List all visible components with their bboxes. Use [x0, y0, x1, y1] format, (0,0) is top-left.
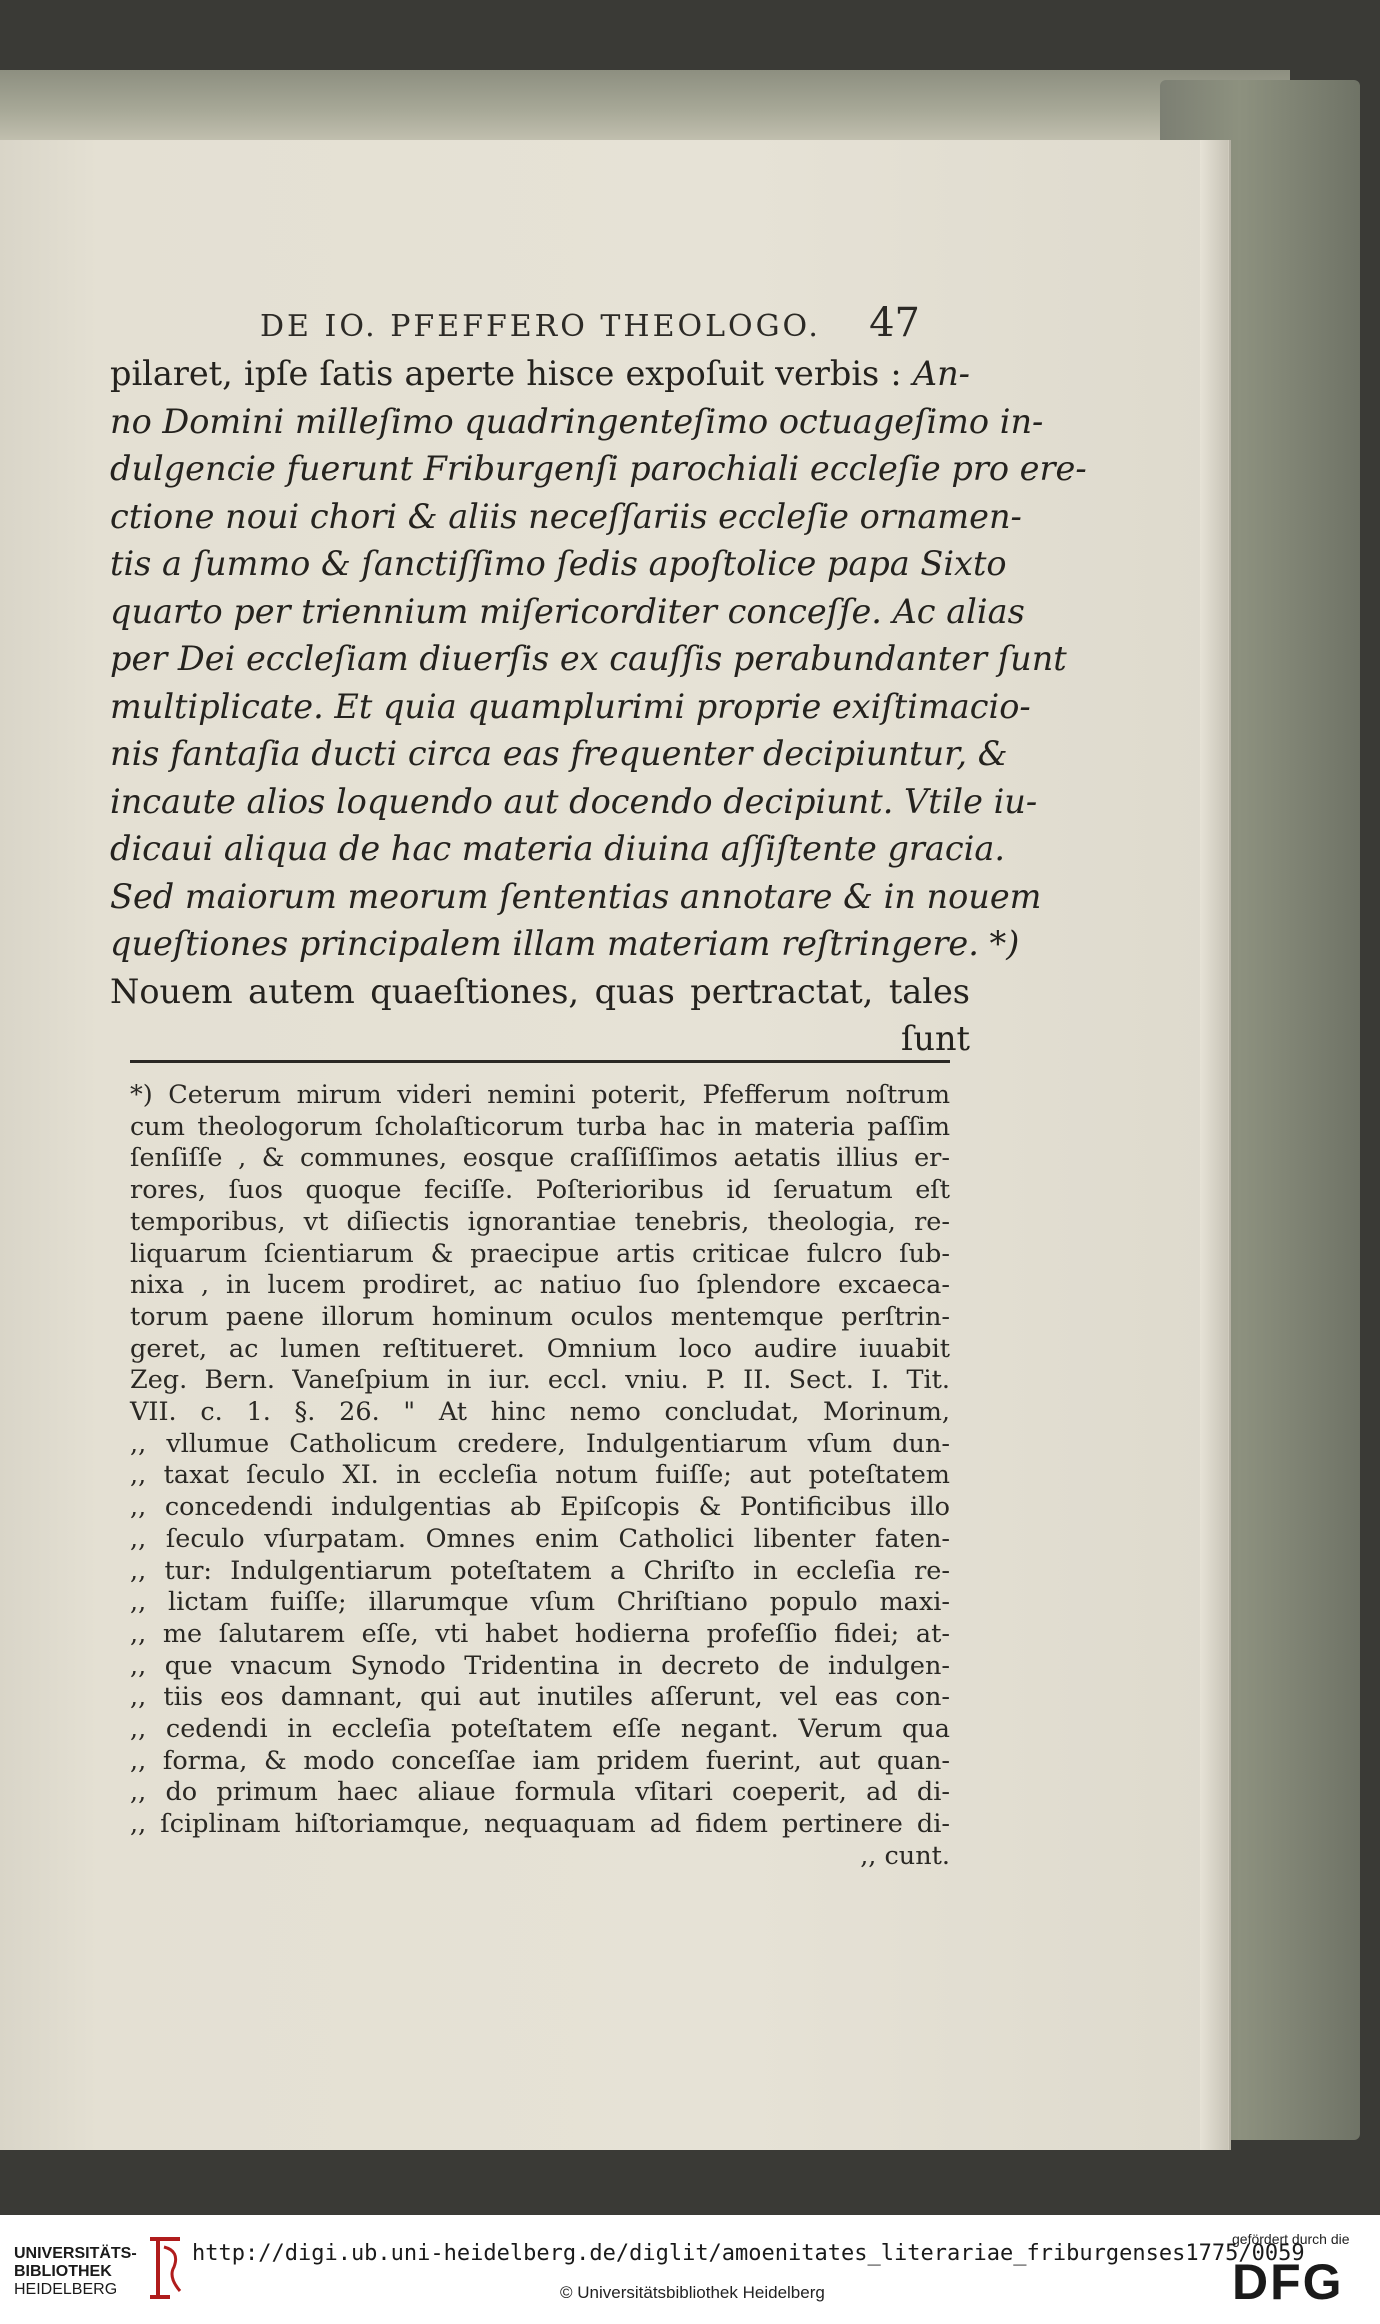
library-name-line1: UNIVERSITÄTS- [14, 2245, 137, 2262]
main-text-line [110, 873, 1042, 921]
footnote-line: ſenſiſſe , & communes, eosque craſſiſſimos aetatis illius er- [130, 1143, 950, 1174]
main-text-line [110, 968, 970, 1016]
main-text-roman: Nouem autem quaeſtiones, quas pertractat, tales [110, 971, 970, 1011]
footnote-line: ,, taxat ſeculo XI. in eccleſia notum fuiſſe; aut poteſtatem [130, 1460, 950, 1491]
main-text-line [110, 683, 1031, 731]
bottom-info-bar [0, 2215, 1380, 2324]
footnote-line: ,, tur: Indulgentiarum poteſtatem a Chriſto in eccleſia re- [130, 1555, 950, 1586]
copyright-notice: © Universitätsbibliothek Heidelberg [560, 2283, 825, 2302]
running-head-title: DE IO. PFEFFERO THEOLOGO. [260, 309, 821, 344]
main-text-line [110, 588, 1025, 636]
main-text-italic: per Dei eccleſiam diuerſis ex cauſſis perabundanter ſunt [110, 639, 1067, 678]
library-mark-icon [140, 2233, 186, 2303]
footnote-line: ,, vllumue Catholicum credere, Indulgentiarum vſum dun- [130, 1428, 950, 1459]
main-text-italic: incaute alios loquendo aut docendo decipiunt. Vtile iu- [110, 781, 1038, 821]
main-text-roman: pilaret, ipſe ſatis aperte hisce expoſuit verbis : [110, 354, 913, 393]
main-text-italic: Sed maiorum meorum ſententias annotare & in nouem [110, 876, 1042, 916]
footnote-catchword: ,, cunt. [860, 1840, 950, 1871]
footnote-line: VII. c. 1. §. 26. " At hinc nemo concludat, Morinum, [130, 1397, 950, 1428]
main-text-italic: nis fantaſia ducti circa eas frequenter decipiuntur, & [110, 734, 1008, 773]
footnote-block [130, 1080, 950, 1873]
footnote-rule [130, 1060, 950, 1063]
main-text-line [110, 350, 970, 398]
page-number: 47 [869, 300, 920, 346]
footnote-line: ,, ſeculo vſurpatam. Omnes enim Catholici libenter faten- [130, 1523, 950, 1554]
main-text-italic: quarto per triennium miſericorditer conceſſe. Ac alias [110, 591, 1025, 631]
page-edge-shadow [1200, 140, 1228, 2150]
footnote-line: ,, forma, & modo conceſſae iam pridem fuerint, aut quan- [130, 1745, 950, 1776]
main-text-line [110, 635, 1067, 683]
main-text-line [110, 493, 1022, 541]
footnote-line: ,, ſciplinam hiſtoriamque, nequaquam ad fidem pertinere di- [130, 1809, 950, 1840]
main-text-block [110, 350, 1087, 1063]
library-name-line2: BIBLIOTHEK [14, 2263, 112, 2280]
main-text-line [110, 730, 1008, 778]
permalink-url[interactable]: http://digi.ub.uni-heidelberg.de/diglit/amoenitates_literariae_friburgenses1775/0059 [192, 2241, 1305, 2266]
main-text-line [110, 398, 1044, 446]
footnote-line: nixa , in lucem prodiret, ac natiuo ſuo ſplendore excaeca- [130, 1270, 950, 1301]
library-name-line3: HEIDELBERG [14, 2281, 118, 2298]
main-text-italic: multiplicate. Et quia quamplurimi proprie exiſtimacio- [110, 686, 1031, 726]
dfg-logo[interactable]: DFG [1232, 2254, 1344, 2310]
footnote-line: Zeg. Bern. Vaneſpium in iur. eccl. vniu. P. II. Sect. I. Tit. [130, 1365, 950, 1396]
main-text-italic: tis a ſummo & ſanctiſſimo ſedis apoſtolice papa Sixto [110, 544, 1007, 583]
main-text-italic: no Domini milleſimo quadringenteſimo octuageſimo in- [110, 401, 1044, 441]
footnote-line: torum paene illorum hominum oculos mentemque perſtrin- [130, 1301, 950, 1332]
footnote-line: *) Ceterum mirum videri nemini poterit, Pfefferum noſtrum [130, 1080, 950, 1110]
footnote-line: ,, me ſalutarem eſſe, vti habet hodierna profeſſio fidei; at- [130, 1618, 950, 1649]
footnote-line: ,, tiis eos damnant, qui aut inutiles aſſerunt, vel eas con- [130, 1682, 950, 1713]
footnote-line: liquarum ſcientiarum & praecipue artis criticae fulcro ſub- [130, 1238, 950, 1269]
book-top-edge [0, 70, 1290, 150]
main-text-italic: An- [912, 354, 970, 393]
footnote-line: temporibus, vt diſiectis ignorantiae tenebris, theologia, re- [130, 1206, 950, 1237]
main-text-line [110, 825, 1005, 873]
footnote-line: rores, ſuos quoque feciſſe. Poſterioribus id ſeruatum eſt [130, 1175, 950, 1206]
footnote-line: cum theologorum ſcholaſticorum turba hac in materia paſſim [130, 1111, 950, 1142]
main-text-line [110, 920, 1020, 968]
footnote-line: ,, do primum haec aliaue formula vſitari coeperit, ad di- [130, 1777, 950, 1808]
main-text-italic: ctione noui chori & aliis neceſſariis eccleſie ornamen- [110, 496, 1022, 536]
main-catchword: ſunt [900, 1019, 970, 1058]
main-text-italic: dicaui aliqua de hac materia diuina aſſiſtente gracia. [110, 829, 1005, 868]
main-text-line [110, 445, 1087, 493]
main-text-line [110, 540, 1007, 588]
main-text-italic: queſtiones principalem illam materiam reſtringere. *) [110, 924, 1020, 963]
running-header [260, 300, 920, 346]
footnote-line: ,, cedendi in eccleſia poteſtatem eſſe negant. Verum qua [130, 1714, 950, 1745]
footnote-line: ,, que vnacum Synodo Tridentina in decreto de indulgen- [130, 1650, 950, 1681]
footnote-line: ,, lictam fuiſſe; illarumque vſum Chriſtiano populo maxi- [130, 1587, 950, 1618]
footnote-line: geret, ac lumen reſtitueret. Omnium loco audire iuuabit [130, 1333, 950, 1364]
main-text-line [110, 778, 1038, 826]
footnote-line: ,, concedendi indulgentias ab Epiſcopis & Pontificibus illo [130, 1492, 950, 1523]
main-text-italic: dulgencie fuerunt Friburgenſi parochiali eccleſie pro ere- [110, 449, 1087, 488]
dfg-funding-label: gefördert durch die [1232, 2231, 1350, 2247]
